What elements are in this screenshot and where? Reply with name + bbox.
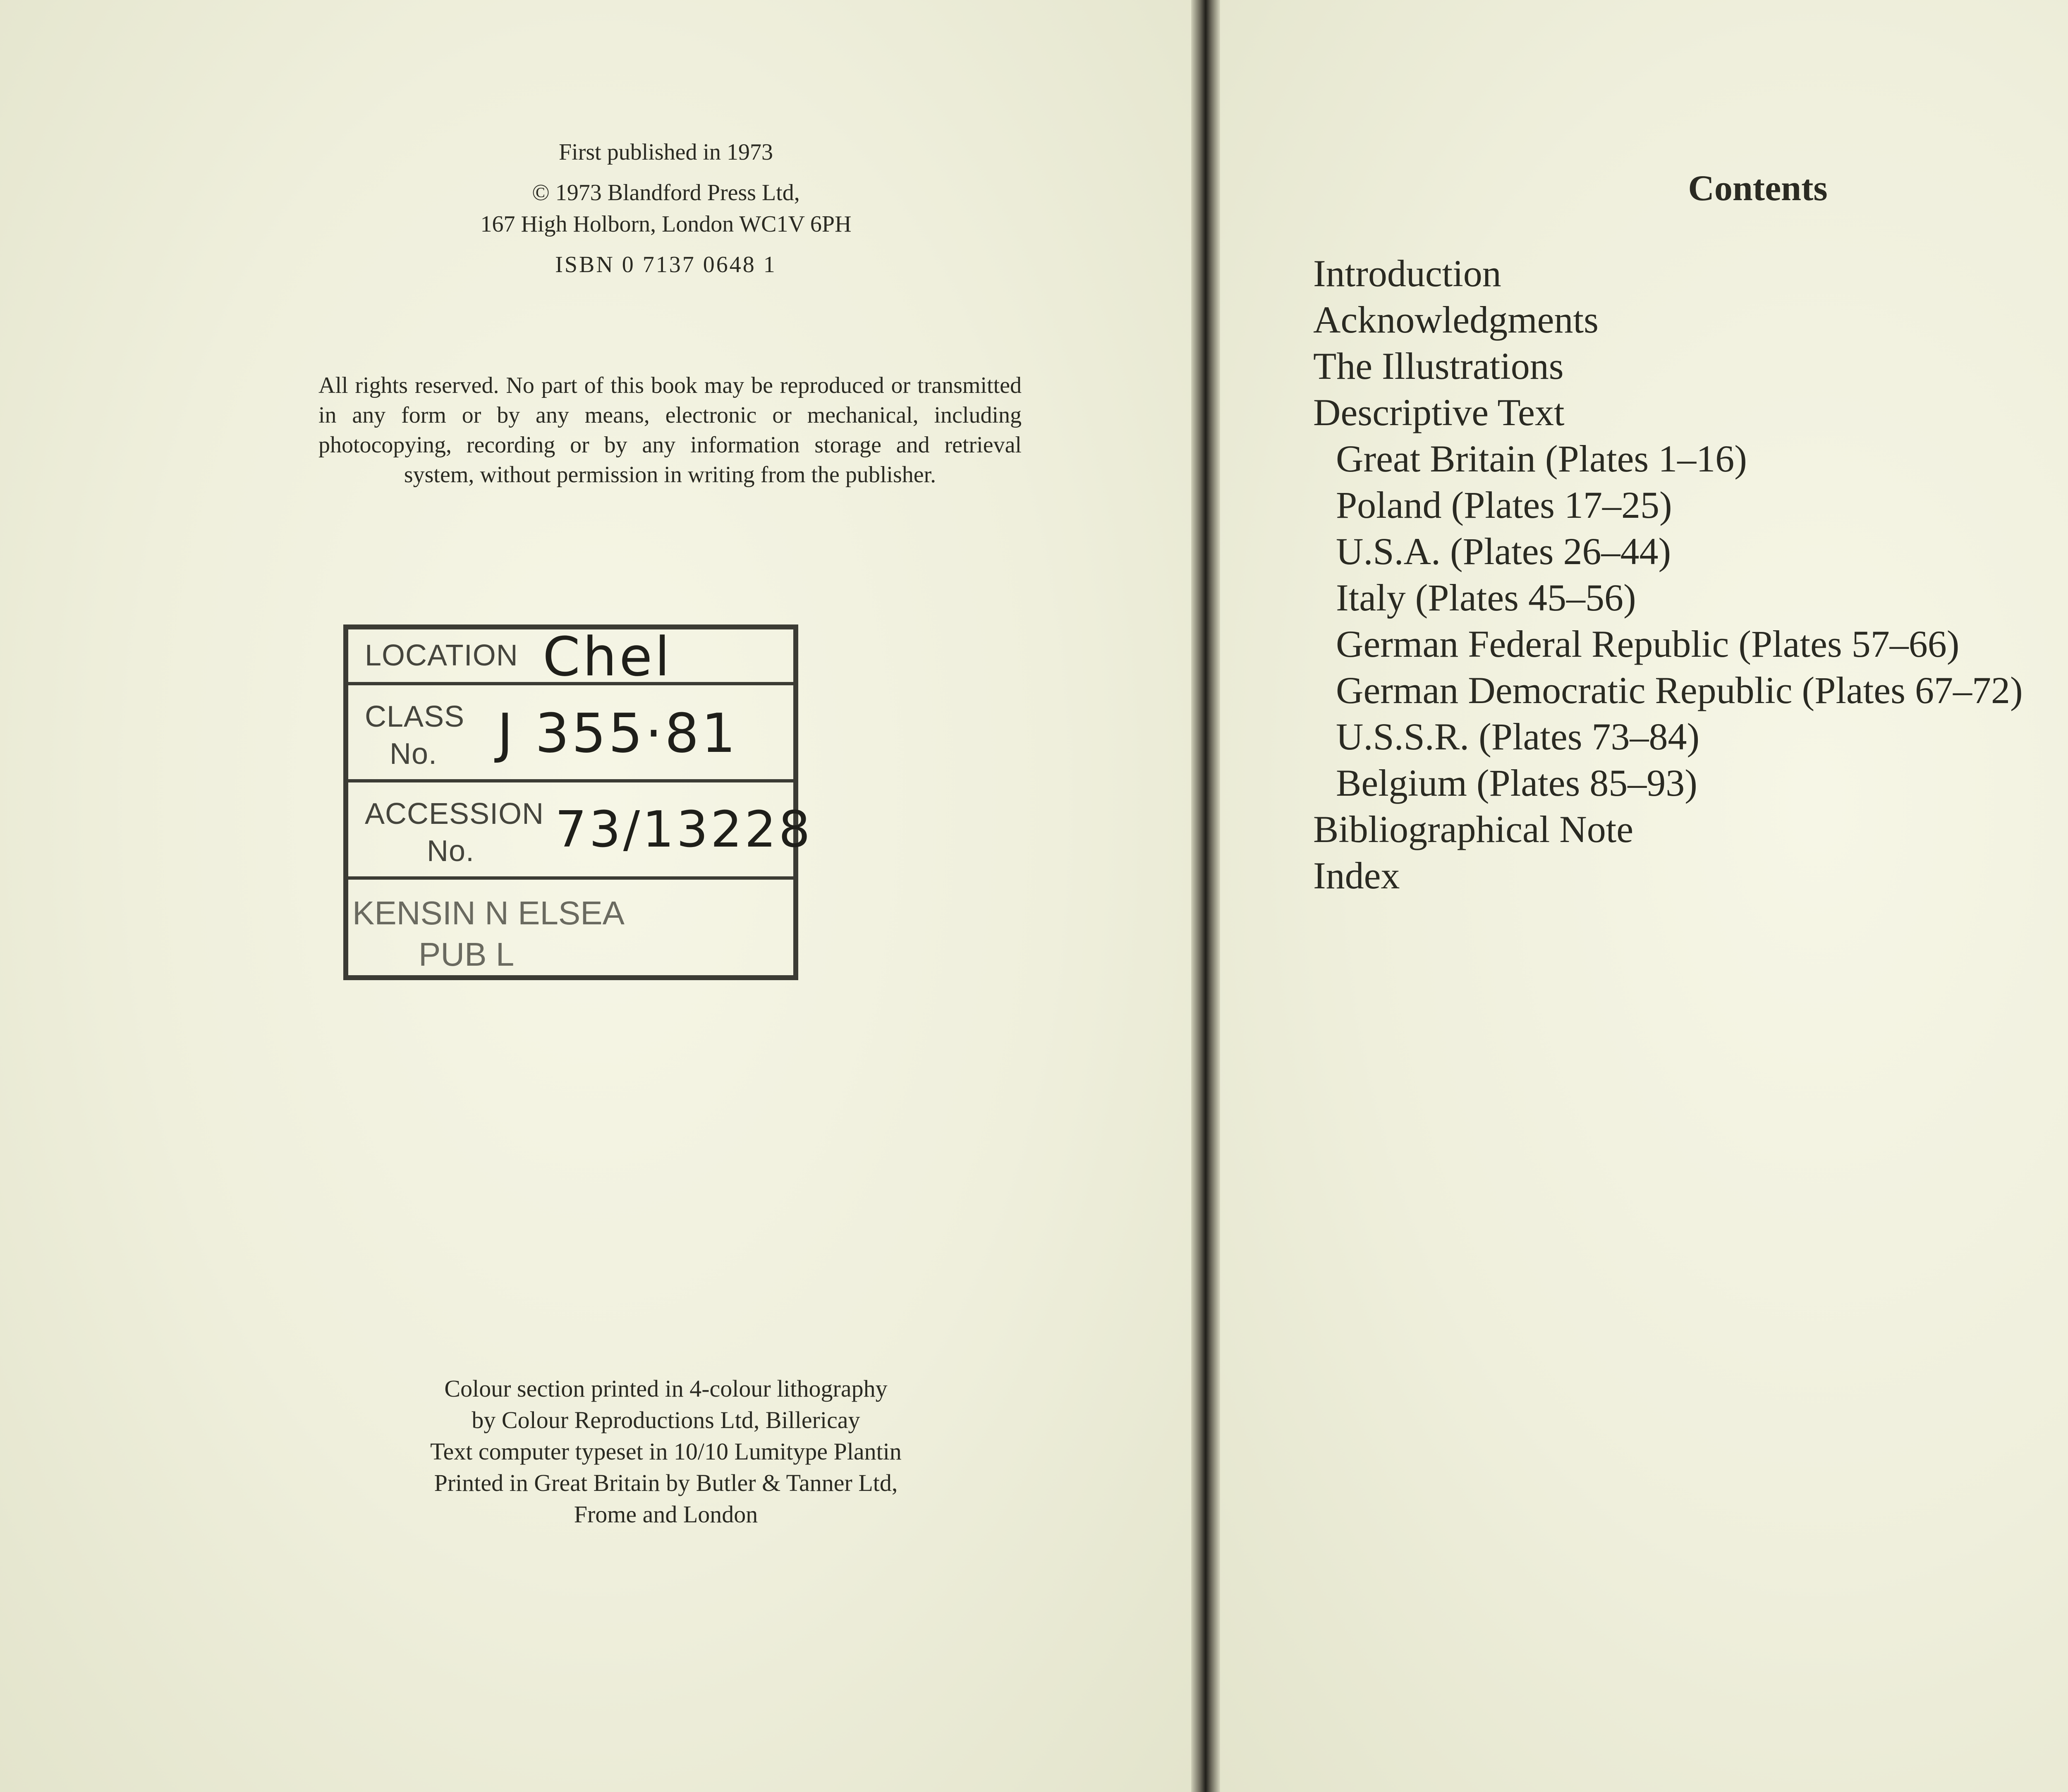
isbn: ISBN 0 7137 0648 1 [555,252,777,278]
stamp-class-row [348,685,793,782]
toc-entry-label: Descriptive Text [1313,391,1565,433]
right-page [1220,0,2068,1792]
toc-entry [1313,574,2068,621]
toc-entry [1313,250,2068,297]
toc-entry [1313,435,2068,482]
toc-entry-label: U.S.A. (Plates 26–44) [1336,530,1671,572]
table-of-contents [1313,250,2068,899]
stamp-footer-line-2: PUB L [419,936,515,973]
toc-entry [1313,389,2068,435]
toc-entry-label: Poland (Plates 17–25) [1336,484,1672,526]
toc-entry-label: U.S.S.R. (Plates 73–84) [1336,715,1700,758]
printer-credits [314,1373,1017,1530]
printer-line: by Colour Reproductions Ltd, Billericay [472,1407,860,1433]
stamp-accession-label: ACCESSION [365,797,544,830]
toc-entry-label: German Democratic Republic (Plates 67–72) [1336,669,2023,711]
stamp-class-value: J 355·81 [497,702,738,765]
toc-entry [1313,621,2068,667]
printer-line: Colour section printed in 4-colour lithography [444,1375,888,1402]
toc-entry-label: Index [1313,854,1400,897]
contents-title: Contents [1688,168,1828,208]
stamp-location-row [348,625,793,688]
toc-entry-label: Bibliographical Note [1313,808,1634,850]
stamp-location-label: LOCATION [365,639,518,672]
printer-line: Text computer typeset in 10/10 Lumitype Plantin [430,1438,902,1465]
toc-entry-label: Acknowledgments [1313,299,1599,341]
book-gutter [1191,0,1220,1792]
stamp-accession-value: 73/13228 [555,801,813,859]
toc-entry [1313,667,2068,713]
stamp-class-label: CLASS [365,700,465,733]
toc-entry [1313,297,2068,343]
toc-entry [1313,713,2068,760]
toc-entry-label: Italy (Plates 45–56) [1336,577,1636,619]
stamp-class-no-label: No. [390,737,438,770]
printer-line: Printed in Great Britain by Butler & Tanner Ltd, [434,1469,898,1496]
toc-entry [1313,482,2068,528]
copyright-line: © 1973 Blandford Press Ltd, [532,180,800,206]
stamp-location-value: Chel [543,625,673,688]
publisher-address: 167 High Holborn, London WC1V 6PH [480,211,852,237]
printer-line: Frome and London [574,1501,758,1528]
toc-entry-label: German Federal Republic (Plates 57–66) [1336,623,1960,665]
stamp-accession-no-label: No. [427,835,475,868]
toc-entry [1313,760,2068,806]
stamp-accession-row [348,782,813,880]
toc-entry-label: Belgium (Plates 85–93) [1336,762,1697,804]
toc-entry [1313,806,2068,852]
toc-entry [1313,528,2068,574]
stamp-footer-line-1: KENSIN N ELSEA [352,895,625,931]
toc-entry-label: Introduction [1313,252,1501,294]
library-stamp [343,624,813,980]
rights-notice: All rights reserved. No part of this book may be reproduced or transmitted in any form or by any means, electronic or mechanical, including photocopying, recording or by any information storage and retrieval system, without permission in writing from the publisher. [318,373,1022,488]
toc-entry [1313,852,2068,899]
toc-entry-label: The Illustrations [1313,345,1564,387]
toc-entry-label: Great Britain (Plates 1–16) [1336,438,1747,480]
toc-entry [1313,343,2068,389]
first-published: First published in 1973 [558,139,773,165]
imprint-block [314,136,1017,280]
